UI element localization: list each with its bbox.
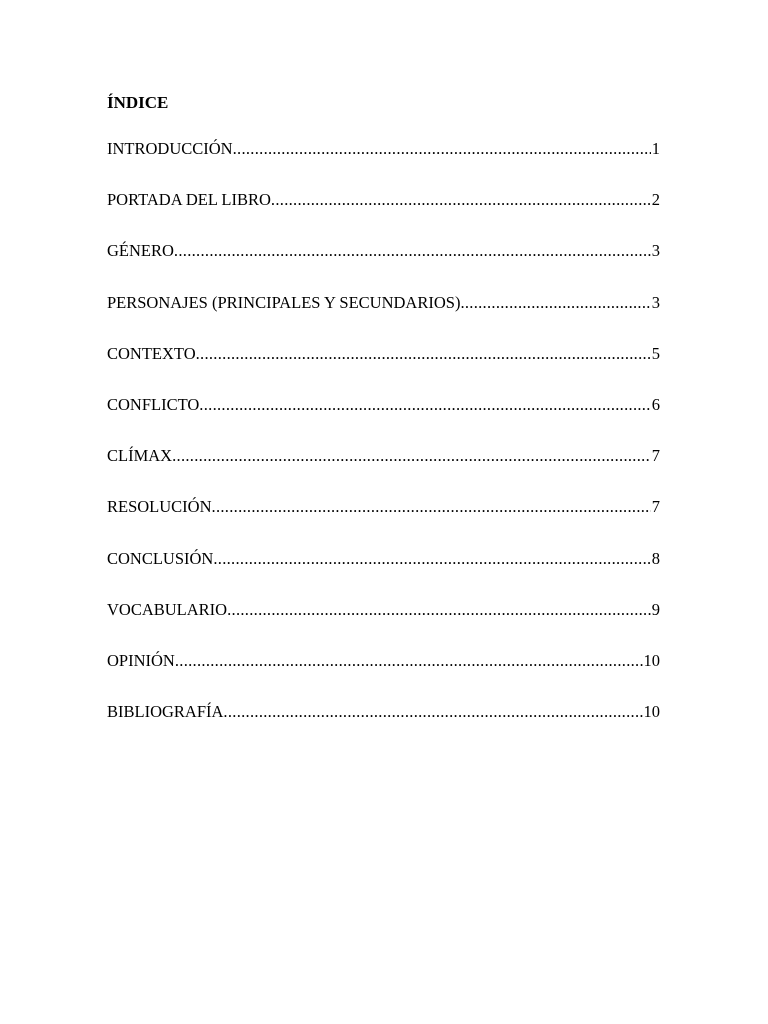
dot-leader <box>175 650 643 672</box>
toc-entry <box>107 292 660 343</box>
toc-entry-label: INTRODUCCIÓN <box>107 139 233 158</box>
toc-entry-page-number: 3 <box>651 241 660 261</box>
toc-entry <box>107 343 660 394</box>
dot-leader <box>212 496 651 518</box>
toc-entry <box>107 240 660 291</box>
dot-leader <box>172 445 651 467</box>
toc-entry-page-number: 10 <box>643 702 660 722</box>
toc-entry-label: VOCABULARIO <box>107 599 228 619</box>
toc-entry <box>107 650 660 701</box>
toc-entry-label: BIBLIOGRAFÍA <box>107 702 224 722</box>
dot-leader <box>233 138 651 160</box>
toc-entry <box>107 548 660 599</box>
toc-entry-label: PERSONAJES (PRINCIPALES Y SECUNDARIOS) <box>107 292 461 312</box>
toc-list <box>107 138 660 752</box>
toc-entry-page-number: 3 <box>651 292 660 312</box>
toc-entry-label: CLÍMAX <box>107 446 173 466</box>
dot-leader <box>227 599 651 621</box>
toc-entry-page-number: 5 <box>651 343 660 363</box>
toc-entry <box>107 394 660 445</box>
toc-entry-page-number: 9 <box>651 599 660 619</box>
toc-entry <box>107 496 660 547</box>
toc-entry-page-number: 7 <box>651 497 660 517</box>
toc-entry <box>107 138 660 189</box>
dot-leader <box>271 189 651 211</box>
dot-leader <box>460 292 650 314</box>
dot-leader <box>223 701 642 723</box>
toc-entry-page-number: 7 <box>651 446 660 466</box>
toc-entry-label: CONFLICTO <box>107 394 200 414</box>
toc-entry-page-number: 8 <box>651 548 660 568</box>
toc-entry <box>107 701 660 752</box>
toc-entry-label: CONTEXTO <box>107 343 196 363</box>
toc-entry-page-number: 10 <box>643 650 660 670</box>
toc-entry <box>107 445 660 496</box>
toc-entry-label: OPINIÓN <box>107 650 175 670</box>
toc-heading: ÍNDICE <box>107 93 169 112</box>
dot-leader <box>196 343 651 365</box>
dot-leader <box>174 240 651 262</box>
toc-entry-page-number: 2 <box>651 190 660 210</box>
dot-leader <box>213 548 650 570</box>
toc-entry-label: PORTADA DEL LIBRO <box>107 190 271 210</box>
toc-entry-page-number: 6 <box>651 394 660 414</box>
toc-entry <box>107 599 660 650</box>
dot-leader <box>199 394 650 416</box>
toc-entry-label: GÉNERO <box>107 241 174 261</box>
toc-entry-page-number: 1 <box>651 139 660 158</box>
toc-entry <box>107 189 660 240</box>
toc-entry-label: RESOLUCIÓN <box>107 497 212 517</box>
toc-entry-label: CONCLUSIÓN <box>107 548 214 568</box>
